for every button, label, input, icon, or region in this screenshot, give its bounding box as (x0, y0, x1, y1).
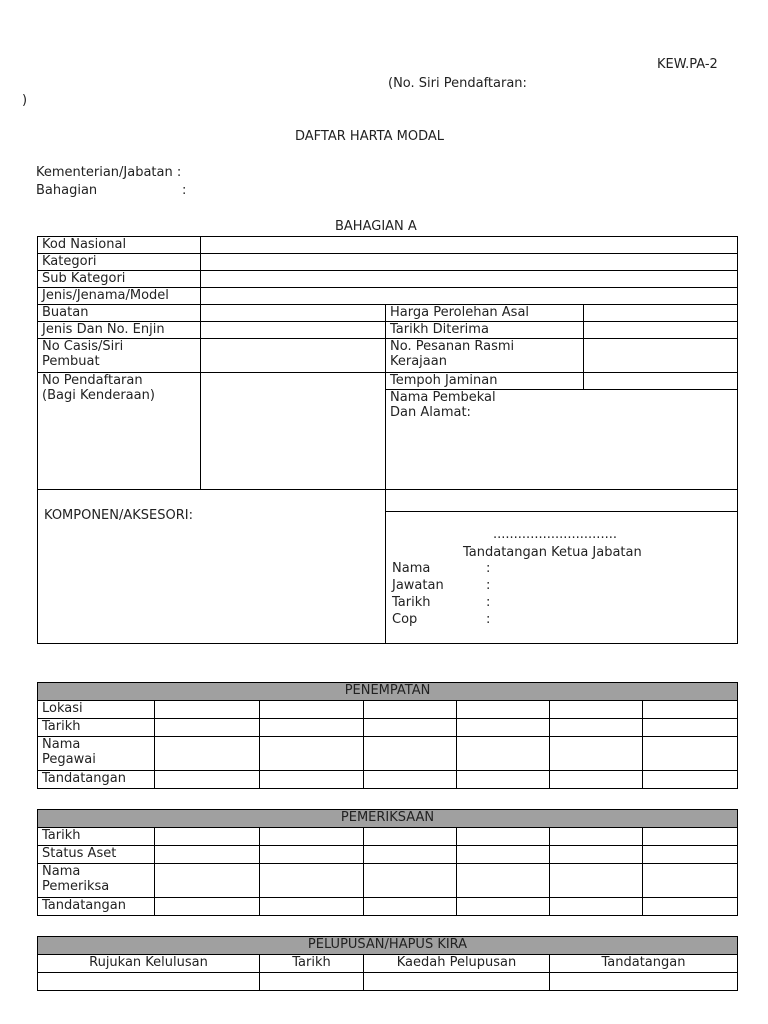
row-label-nama-pegawai (38, 737, 155, 771)
row-label-nama-pemeriksa (38, 864, 155, 898)
signature-block (386, 512, 738, 644)
cell[interactable] (457, 737, 550, 771)
cell[interactable] (550, 846, 643, 864)
cell[interactable] (260, 864, 364, 898)
row-label-pegawai: Pegawai (42, 752, 96, 767)
cell[interactable] (643, 719, 738, 737)
cell[interactable] (550, 898, 643, 916)
field-blank[interactable] (386, 490, 738, 512)
cell[interactable] (643, 898, 738, 916)
cell[interactable] (155, 737, 260, 771)
cell[interactable] (457, 898, 550, 916)
label-ketua: Tandatangan Ketua Jabatan (463, 545, 642, 560)
cell[interactable] (155, 771, 260, 789)
label-buatan: Buatan (38, 305, 201, 322)
label-kategori: Kategori (38, 254, 201, 271)
label-tarikh: Tarikh (392, 595, 431, 610)
cell[interactable] (643, 846, 738, 864)
field-harga[interactable] (584, 305, 738, 322)
row-label-nama: Nama (42, 864, 81, 879)
label-pesanan-line1: No. Pesanan Rasmi (390, 339, 515, 354)
field-komponen[interactable] (38, 490, 386, 644)
cell[interactable] (550, 719, 643, 737)
field-casis[interactable] (201, 339, 386, 373)
field-kod-nasional[interactable] (201, 237, 738, 254)
label-cop: Cop (392, 612, 418, 627)
cell[interactable] (550, 737, 643, 771)
cell[interactable] (260, 701, 364, 719)
row-label-nama: Nama (42, 737, 81, 752)
row-label-tandatangan: Tandatangan (38, 771, 155, 789)
cell[interactable] (643, 771, 738, 789)
pelupusan-title: PELUPUSAN/HAPUS KIRA (38, 937, 738, 955)
cell[interactable] (364, 737, 457, 771)
cell[interactable] (457, 828, 550, 846)
colon-cop: : (486, 612, 491, 627)
label-komponen: KOMPONEN/AKSESORI: (44, 508, 193, 523)
cell[interactable] (260, 719, 364, 737)
field-tempoh[interactable] (584, 373, 738, 390)
col-header-tandatangan: Tandatangan (550, 955, 738, 973)
label-casis (38, 339, 201, 373)
label-pesanan (386, 339, 584, 373)
cell[interactable] (457, 864, 550, 898)
label-pendaftaran (38, 373, 201, 490)
cell[interactable] (364, 719, 457, 737)
cell[interactable] (260, 846, 364, 864)
cell[interactable] (643, 828, 738, 846)
label-jawatan: Jawatan (392, 578, 444, 593)
field-jenis-enjin[interactable] (201, 322, 386, 339)
row-label-tandatangan: Tandatangan (38, 898, 155, 916)
cell[interactable] (643, 864, 738, 898)
cell[interactable] (260, 737, 364, 771)
cell[interactable] (364, 846, 457, 864)
label-pesanan-line2: Kerajaan (390, 354, 447, 369)
cell[interactable] (364, 864, 457, 898)
cell[interactable] (550, 701, 643, 719)
cell[interactable] (260, 898, 364, 916)
form-code: KEW.PA-2 (657, 57, 718, 72)
col-header-rujukan: Rujukan Kelulusan (38, 955, 260, 973)
field-pendaftaran[interactable] (201, 373, 386, 490)
label-jenis-model: Jenis/Jenama/Model (38, 288, 201, 305)
ministry-label: Kementerian/Jabatan : (36, 165, 182, 180)
signature-line: .............................. (493, 527, 617, 542)
label-tempoh: Tempoh Jaminan (386, 373, 584, 390)
row-label-status-aset: Status Aset (38, 846, 155, 864)
serial-label: (No. Siri Pendaftaran: (388, 76, 527, 91)
label-casis-line2: Pembuat (42, 354, 100, 369)
cell[interactable] (550, 828, 643, 846)
cell[interactable] (457, 771, 550, 789)
cell[interactable] (457, 719, 550, 737)
cell[interactable] (364, 898, 457, 916)
cell[interactable] (155, 898, 260, 916)
label-nama: Nama (392, 561, 431, 576)
cell[interactable] (364, 701, 457, 719)
cell[interactable] (643, 701, 738, 719)
colon-jawatan: : (486, 578, 491, 593)
pelupusan-table (37, 936, 738, 991)
row-label-pemeriksa: Pemeriksa (42, 879, 110, 894)
cell[interactable] (364, 828, 457, 846)
cell[interactable] (260, 828, 364, 846)
cell[interactable] (155, 864, 260, 898)
cell[interactable] (550, 864, 643, 898)
field-pembekal[interactable] (386, 390, 738, 490)
field-sub-kategori[interactable] (201, 271, 738, 288)
label-kod-nasional: Kod Nasional (38, 237, 201, 254)
section-label: Bahagian (36, 183, 98, 198)
row-label-tarikh: Tarikh (38, 719, 155, 737)
cell[interactable] (38, 973, 260, 991)
label-tarikh-diterima: Tarikh Diterima (386, 322, 584, 339)
cell[interactable] (643, 737, 738, 771)
col-header-kaedah: Kaedah Pelupusan (364, 955, 550, 973)
label-harga: Harga Perolehan Asal (386, 305, 584, 322)
label-pembekal-line1: Nama Pembekal (390, 390, 496, 405)
cell[interactable] (364, 771, 457, 789)
cell[interactable] (457, 846, 550, 864)
label-casis-line1: No Casis/Siri (42, 339, 124, 354)
label-pendaftaran-line1: No Pendaftaran (42, 373, 143, 388)
row-label-lokasi: Lokasi (38, 701, 155, 719)
serial-close: ) (22, 93, 28, 108)
label-pendaftaran-line2: (Bagi Kenderaan) (42, 388, 155, 403)
field-pesanan[interactable] (584, 339, 738, 373)
cell[interactable] (260, 771, 364, 789)
penempatan-title: PENEMPATAN (38, 683, 738, 701)
cell[interactable] (155, 828, 260, 846)
pemeriksaan-table (37, 809, 738, 916)
page-title: DAFTAR HARTA MODAL (295, 129, 444, 144)
pemeriksaan-title: PEMERIKSAAN (38, 810, 738, 828)
row-label-tarikh: Tarikh (38, 828, 155, 846)
colon-tarikh: : (486, 595, 491, 610)
label-sub-kategori: Sub Kategori (38, 271, 201, 288)
cell[interactable] (550, 973, 738, 991)
penempatan-table (37, 682, 738, 789)
section-colon: : (182, 183, 187, 198)
cell[interactable] (155, 719, 260, 737)
cell[interactable] (155, 701, 260, 719)
col-header-tarikh: Tarikh (260, 955, 364, 973)
cell[interactable] (550, 771, 643, 789)
cell[interactable] (260, 973, 364, 991)
cell[interactable] (457, 701, 550, 719)
label-jenis-enjin: Jenis Dan No. Enjin (38, 322, 201, 339)
cell[interactable] (364, 973, 550, 991)
field-jenis-model[interactable] (201, 288, 738, 305)
field-buatan[interactable] (201, 305, 386, 322)
field-kategori[interactable] (201, 254, 738, 271)
cell[interactable] (155, 846, 260, 864)
part-a-title: BAHAGIAN A (335, 219, 417, 234)
part-a-table (37, 236, 738, 644)
label-pembekal-line2: Dan Alamat: (390, 405, 471, 420)
field-tarikh-diterima[interactable] (584, 322, 738, 339)
colon-nama: : (486, 561, 491, 576)
